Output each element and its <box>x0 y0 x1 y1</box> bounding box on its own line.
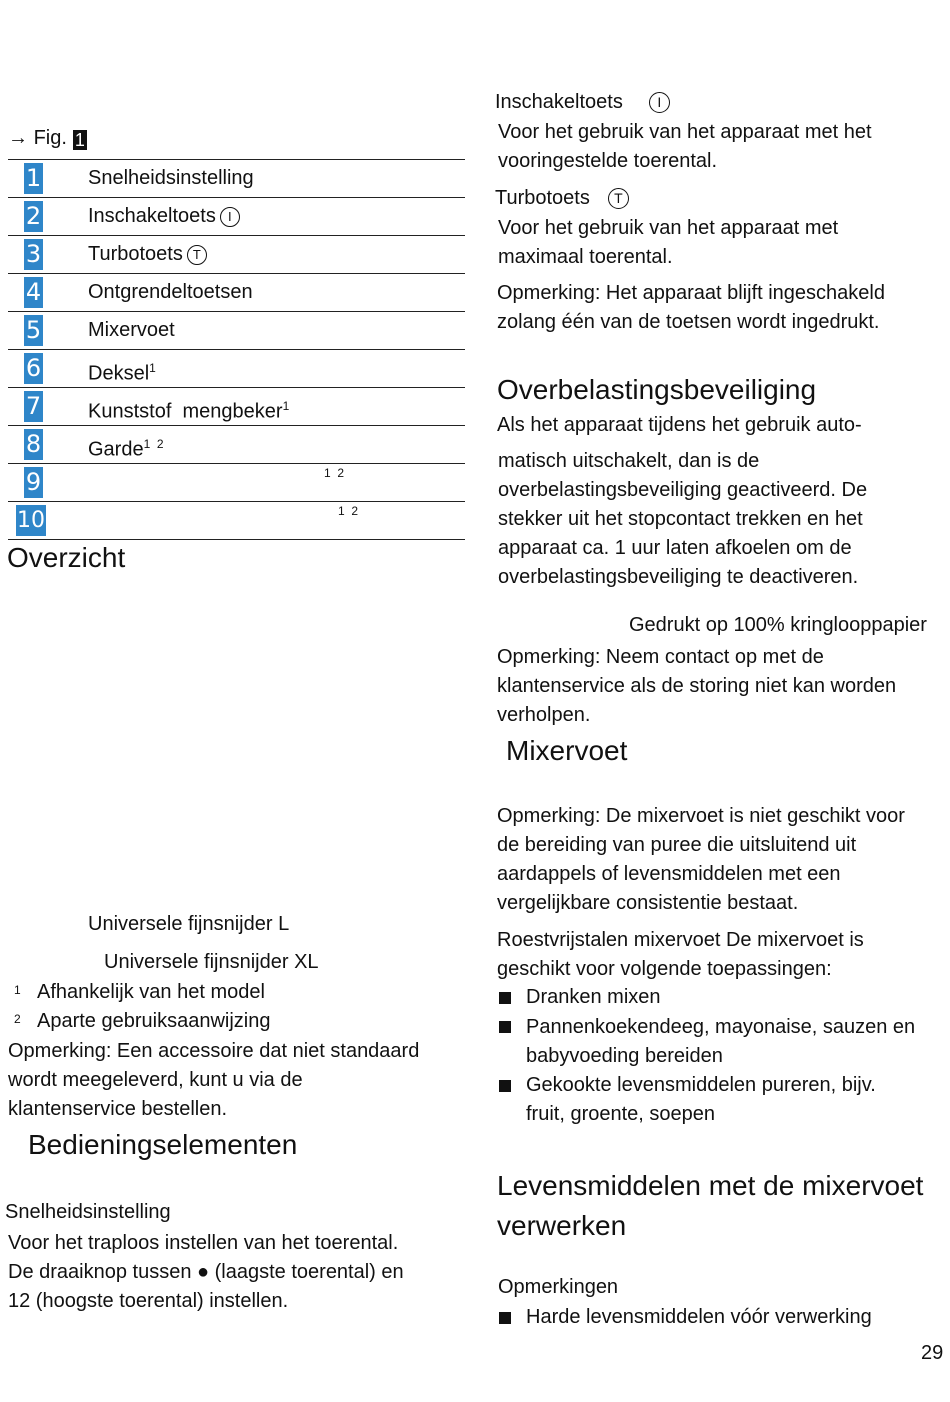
list-item: Gekookte levensmiddelen pureren, bijv. fruit, groente, soepen <box>526 1074 876 1125</box>
table-row <box>8 273 465 311</box>
overload-text-first: Als het apparaat tijdens het gebruik auto- <box>497 414 862 436</box>
processing-heading: Levensmiddelen met de mixervoet verwerken <box>497 1170 924 1241</box>
footnote-marker: 1 <box>149 361 156 375</box>
item-label: Turbotoets T <box>88 239 207 270</box>
table-row <box>8 425 465 463</box>
footnote-marker: 1 <box>282 399 290 413</box>
note-switched-on: Opmerking: Het apparaat blijft ingeschakeld zolang één van de toetsen wordt ingedrukt. <box>497 282 885 333</box>
table-row <box>8 235 465 273</box>
turbo-t-icon: T <box>187 245 207 265</box>
fig-label: Fig. <box>33 127 67 149</box>
overload-text: matisch uitschakelt, dan is de overbelastingsbeveiliging geactiveerd. De stekker uit het stopcontact trekken en het apparaat ca. 1 uur laten afkoelen om de overbelastingsbeveiliging te deactiveren. <box>498 450 868 588</box>
note-accessory: Opmerking: Een accessoire dat niet standaard wordt meegeleverd, kunt u via de klantenservice bestellen. <box>8 1040 420 1120</box>
list-item: Harde levensmiddelen vóór verwerking <box>526 1306 872 1328</box>
note-fault: Opmerking: Neem contact op met de klantenservice als de storing niet kan worden verholpen. <box>497 646 897 726</box>
power-i-icon: I <box>649 92 670 113</box>
item-number: 6 <box>25 354 42 382</box>
overview-table <box>8 159 465 540</box>
item-label: Garde$^{1 2}$ <box>88 437 164 461</box>
table-row <box>8 349 465 387</box>
item-label: Inschakeltoets I <box>88 201 240 232</box>
table-row <box>8 387 465 425</box>
stainless-blender-text: Roestvrijstalen mixervoet De mixervoet is geschikt voor volgende toepassingen: <box>497 929 864 980</box>
footnote-marker: 1 2 <box>143 437 164 451</box>
item-number: 7 <box>25 392 42 420</box>
page-number: 29 <box>921 1342 944 1364</box>
blender-foot-heading: Mixervoet <box>506 735 628 766</box>
notes-heading: Opmerkingen <box>498 1276 619 1298</box>
list-item: Pannenkoekendeeg, mayonaise, sauzen en babyvoeding bereiden <box>526 1016 916 1067</box>
item-number: 1 <box>25 164 42 192</box>
bullet-icon <box>499 1080 511 1092</box>
table-row <box>8 311 465 349</box>
power-button-text: Voor het gebruik van het apparaat met het vooringestelde toerental. <box>498 121 872 172</box>
fig-number: 1 <box>74 130 85 150</box>
item-number: 4 <box>25 278 42 306</box>
footnote-marker: 1 2 <box>324 466 345 480</box>
item-number: 2 <box>25 202 42 230</box>
table-row <box>8 501 465 539</box>
footnote-mark: 1 <box>14 983 21 997</box>
overview-heading: Overzicht <box>7 542 126 573</box>
item-label-9: Universele fijnsnijder L <box>88 913 290 935</box>
speed-setting-text: Voor het traploos instellen van het toerental. De draaiknop tussen ● (laagste toerental) en 12 (hoogste toerental) instellen. <box>8 1232 404 1312</box>
power-button-heading: Inschakeltoets I <box>495 88 670 117</box>
turbo-button-heading: Turbotoets T <box>495 184 629 213</box>
arrow-icon: → <box>8 127 28 149</box>
printed-on-note: Gedrukt op 100% kringlooppapier <box>629 614 927 636</box>
item-number: 8 <box>25 430 42 458</box>
item-number: 10 <box>16 505 46 536</box>
bullet-icon <box>499 1021 511 1033</box>
bullet-icon <box>499 1312 511 1324</box>
fig-reference <box>8 124 87 153</box>
speed-setting-heading: Snelheidsinstelling <box>5 1201 171 1223</box>
table-row <box>8 197 465 235</box>
item-number: 3 <box>25 240 42 268</box>
footnote-text: Afhankelijk van het model <box>37 981 265 1003</box>
note-puree: Opmerking: De mixervoet is niet geschikt voor de bereiding van puree die uitsluitend uit aardappels of levensmiddelen met een vergelijkbare consistentie bestaat. <box>497 805 905 914</box>
item-number: 5 <box>25 316 42 344</box>
item-label: Mixervoet <box>88 319 175 341</box>
footnote-text: Aparte gebruiksaanwijzing <box>37 1010 271 1032</box>
item-label-10: Universele fijnsnijder XL <box>104 951 319 973</box>
controls-heading: Bedieningselementen <box>28 1129 298 1160</box>
power-i-icon: I <box>220 207 240 227</box>
item-label: Kunststof mengbeker$^1$ <box>88 399 290 423</box>
item-label: Ontgrendeltoetsen <box>88 281 253 303</box>
turbo-button-text: Voor het gebruik van het apparaat met maximaal toerental. <box>498 217 839 268</box>
footnote-marker: 1 2 <box>338 504 359 518</box>
item-number: 9 <box>25 468 42 496</box>
item-label: Deksel$^1$ <box>88 361 156 385</box>
overload-heading: Overbelastingsbeveiliging <box>497 374 817 405</box>
table-row <box>8 159 465 197</box>
table-row <box>8 463 465 501</box>
footnote-mark: 2 <box>14 1012 21 1026</box>
item-label: Snelheidsinstelling <box>88 167 254 189</box>
list-item: Dranken mixen <box>526 986 661 1008</box>
turbo-t-icon: T <box>608 188 629 209</box>
bullet-icon <box>499 992 511 1004</box>
